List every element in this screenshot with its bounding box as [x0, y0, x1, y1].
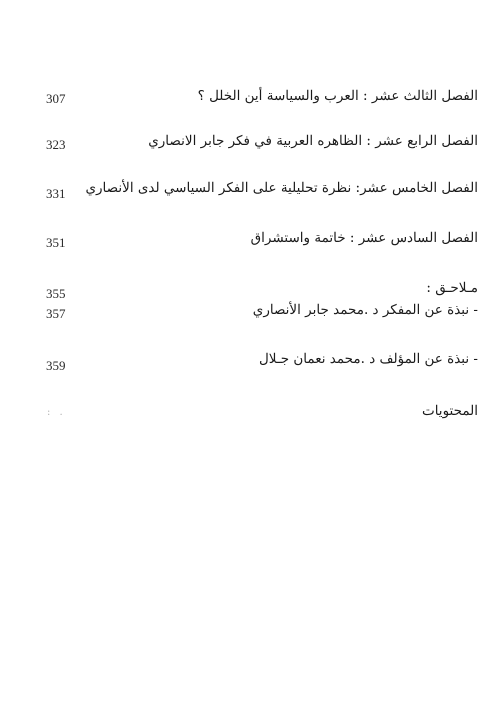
toc-entry-page: 331	[46, 186, 66, 201]
toc-entry-page: 357	[46, 306, 66, 321]
toc-entry-page: 323	[46, 137, 66, 152]
toc-entry-title: الفصل الرابع عشر : الظاهره العربية في فكر جابر الانصاري	[148, 133, 478, 149]
toc-entry-page: 359	[46, 358, 66, 373]
toc-section-heading: مـلاحـق :	[426, 280, 478, 296]
toc-entry-title: المحتويات	[421, 403, 478, 419]
toc-entry-page: 355	[46, 286, 66, 301]
toc-entry-title: - نبذة عن المؤلف د .محمد نعمان جـلال	[258, 351, 478, 367]
toc-entry-title: الفصل الثالث عشر : العرب والسياسة أين الخلل ؟	[197, 88, 478, 104]
toc-entry-page: 307	[46, 91, 66, 106]
toc-entry-title: الفصل السادس عشر : خاتمة واستشراق	[250, 230, 478, 246]
toc-entry-page: 351	[46, 235, 66, 250]
faint-page-mark: : .	[47, 407, 66, 418]
toc-entry-title: الفصل الخامس عشر: نظرة تحليلية على الفكر السياسي لدى الأنصاري	[85, 180, 478, 196]
toc-entry-title: - نبذة عن المفكر د .محمد جابر الأنصاري	[252, 302, 478, 318]
